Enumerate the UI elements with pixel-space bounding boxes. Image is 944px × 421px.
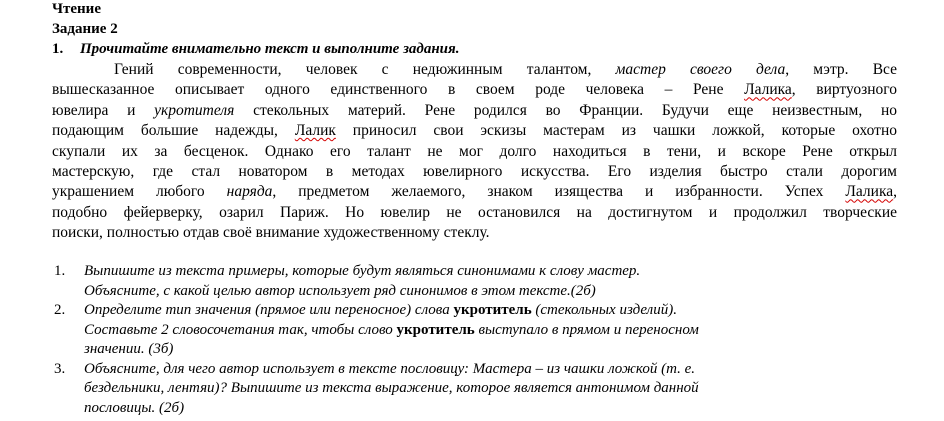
text-fragment: Гений современности, человек с недюжинным талантом, <box>114 61 616 78</box>
instruction <box>52 40 460 58</box>
instruction-text: Прочитайте внимательно текст и выполните задания. <box>80 41 460 57</box>
question-line: Объясните, с какой целью автор использует ряд синонимов в этом тексте.(2б) <box>84 282 596 299</box>
question-line: пословицы. (2б) <box>84 399 185 416</box>
section-heading: Чтение <box>52 1 101 17</box>
text-fragment: поиски, полностью отдав своё внимание художественному стеклу. <box>52 224 490 242</box>
question-number: 1. <box>54 263 66 279</box>
text-fragment: (стекольных изделий). <box>531 302 677 318</box>
text-line <box>52 121 897 141</box>
text-fragment: приносил свои эскизы мастерам из чашки ложкой, которые охотно <box>335 122 897 140</box>
question-number: 3. <box>54 360 66 377</box>
text-line <box>52 142 897 162</box>
question-item <box>52 262 912 301</box>
question-line <box>84 321 912 341</box>
question-number: 2. <box>54 302 66 318</box>
text-line <box>52 80 897 100</box>
italic-fragment: наряда <box>226 183 273 201</box>
text-fragment: вышесказанное описывает одного единственного в своем роде человека – Рене <box>52 81 745 99</box>
text-fragment: стекольных материй. Рене родился во Франции. Будучи еще неизвестным, но <box>234 101 897 119</box>
question-line <box>84 301 912 321</box>
text-fragment: , виртуозного <box>791 81 897 99</box>
italic-fragment: мастер своего дела <box>615 61 786 78</box>
bold-keyword: укротитель <box>453 302 532 318</box>
text-line <box>52 101 897 121</box>
question-item <box>52 360 912 419</box>
text-fragment: выступало в прямом и переносном <box>474 321 699 338</box>
text-fragment: подающим большие надежды, <box>52 122 295 140</box>
spellcheck-word: Лалика <box>744 81 792 99</box>
spellcheck-word: Лалика <box>845 183 894 201</box>
text-fragment: украшением любого <box>52 183 227 201</box>
text-line <box>52 203 897 223</box>
text-fragment: мастерскую, где стал новатором в методах ювелирного искусства. Его изделия быстро стали дорогим <box>52 162 897 180</box>
question-item <box>52 301 912 360</box>
text-fragment: Составьте 2 словосочетания так, чтобы слово <box>84 321 397 338</box>
instruction-number: 1. <box>52 41 64 57</box>
text-fragment: Определите тип значения (прямое или переносное) слова <box>84 302 454 318</box>
question-line: бездельники, лентяи)? Выпишите из текста выражение, которое является антонимом данной <box>84 380 699 396</box>
text-line <box>52 223 897 243</box>
spellcheck-word: Лалик <box>294 122 336 140</box>
question-line: Объясните, для чего автор использует в тексте пословицу: Мастера – из чашки ложкой (т. е. <box>84 360 696 377</box>
question-line: Выпишите из текста примеры, которые будут являться синонимами к слову мастер. <box>84 263 641 279</box>
text-fragment: , предметом желаемого, знаком изящества и избранности. Успех <box>272 183 846 201</box>
text-line <box>52 162 897 182</box>
reading-text <box>52 60 897 244</box>
text-fragment: скупали их за бесценок. Однако его талант не мог долго находиться в тени, и вскоре Рене открыл <box>52 142 897 160</box>
bold-keyword: укротитель <box>396 321 475 338</box>
question-line: значении. (3б) <box>84 341 174 357</box>
text-line <box>52 182 897 202</box>
task-heading: Задание 2 <box>52 21 118 37</box>
text-line <box>52 60 897 80</box>
question-list <box>52 262 912 418</box>
italic-fragment: укротителя <box>154 101 235 119</box>
text-fragment: , мэтр. Все <box>785 61 897 78</box>
text-fragment: подобно фейерверку, озарил Париж. Но ювелир не остановился на достигнутом и продолжил творческие <box>52 203 897 221</box>
text-fragment: , <box>893 183 897 201</box>
text-fragment: ювелира и <box>52 101 155 119</box>
